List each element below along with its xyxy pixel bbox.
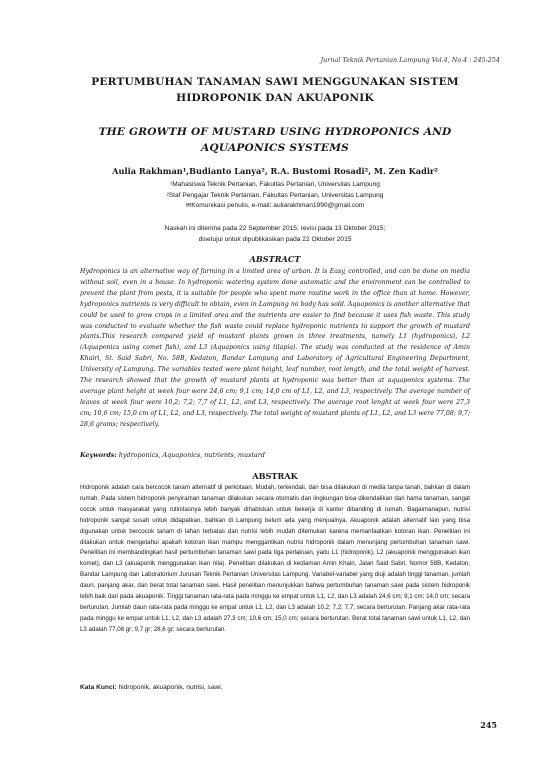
submission-dates xyxy=(40,223,510,245)
kata-kunci-label: Kata Kunci: xyxy=(80,684,117,691)
kata-kunci-value: hidroponik, akuaponik, nutrisi, sawi. xyxy=(118,684,223,691)
affiliations xyxy=(40,180,510,212)
dates-line-1: Naskah ini diterima pada 22 September 2015; revisi pada 13 Oktober 2015; xyxy=(164,225,386,232)
abstrak-heading: ABSTRAK xyxy=(252,471,298,481)
page-number: 245 xyxy=(480,720,497,730)
affiliation-2: ²Staf Pengajar Teknik Pertanian, Fakultas Pertanian, Universitas Lampung xyxy=(166,191,384,199)
keywords-line xyxy=(80,451,470,459)
dates-line-2: disetujui untuk dipublikasikan pada 22 Oktober 2015 xyxy=(198,236,352,243)
title-english: THE GROWTH OF MUSTARD USING HYDROPONICS AND AQUAPONICS SYSTEMS xyxy=(98,126,452,154)
keywords-value: hydroponics, Aquaponics, nutrients, mustard xyxy=(118,451,265,459)
affiliation-1: ¹Mahasiswa Teknik Pertanian, Fakultas Pertanian, Universitas Lampung xyxy=(170,181,380,188)
kata-kunci-line xyxy=(80,684,470,691)
journal-header: Jurnal Teknik Pertanian Lampung Vol.4, No.4 : 245-254 xyxy=(320,56,500,64)
corresponding-email: ✉Komunikasi penulis, e-mail: auliarakhman1990@gmail.com xyxy=(185,202,365,209)
abstract-text: Hydroponics is an alternative way of farming in a limited area of urban. It is Easy, controlled, and can be done on media without soil, even in a house. In hydroponic watering system done automatic and the environment can be controlled to prevent the plant from pests, it is suitable for people who spent more routine work in the office than at home. However, hydroponics nutrients is very difficult to obtain, even in Lampung no body has sold. Aquaponics is another alternative that could be used to grow crops in a limited area and the nutrients are easier to find because it uses fish waste. This study was conducted to evaluate whether the fish waste could replace hydroponic nutrients to support the growth of mustard plants.This research compared yield of mustard plants grown in three treatments, namely L1 (hydroponics), L2 (Aquaponics using comet fish), and L3 (Aquaponics using tilapia). The study was conducted at the residence of Amin Khairi, St. Said Sabri, No. 58B, Kedaton, Bandar Lampung and Laboratory of Agricultural Engineering Department, University of Lampung. The variables tested were plant height, leaf number, root length, and the total weight of harvest. The research showed that the growth of mustard plants at hydroponic was better than at aquaponics systems. The average plant height at week four were 24,6 cm; 9,1 cm; 14,0 cm of L1, L2, and L3, respectively. The average number of leaves at week four were 10,2; 7,2; 7,7 of L1, L2, and L3, respectively. The average root lenght at week four were 27,3 cm; 10,6 cm; 15,0 cm of L1, L2, and L3, respectively. The total weight of mustard plants of L1, L2, and L3 were 77,08; 9,7; 28,6 grams; respectively. xyxy=(80,268,470,428)
abstrak-text: Hidroponik adalah cara bercocok tanam alternatif di perkotaan. Mudah, terkendali, dan bisa dilakukan di media tanpa tanah, bahkan di dalam rumah. Pada sistem hidroponik penyiraman tanaman dilakukan secara otomatis dan lingkungan bisa dikendalikan dari hama tanaman, sangat cocok untuk masyarakat yang rutinitasnya lebih banyak dihabiskan untuk bekerja di kantor dibanding di rumah. Bagaimanapun, nutrisi hidroponik sangat susah untuk didapatkan, bahkan di Lampung belum ada yang menjualnya. Akuaponik adalah alternatif lain yang bisa digunakan untuk bercocok tanam di lahan terbatas dan nutrisi lebih mudah ditemukan karena memanfaatkan kotoran ikan. Penelitian ini dilakukan untuk mengetahui apakah kotoran ikan mampu menggantikan nutrisi hidroponik dalam menunjang pertumbuhan tanaman sawi. Penelitian ini membandingkan hasil pertumbuhan tanaman sawi pada tiga perlakuan, yaitu L1 (hidroponik), L2 (akuaponik menggunakan ikan komet), dan L3 (akuaponik menggunakan ikan nila). Penelitian dilakukan di kediaman Amin Khairi, Jalan Said Sabri, Nomor 58B, Kedaton, Bandar Lampung dan Laboratorium Jurusan Teknik Pertanian Universitas Lampung. Variabel-variabel yang diuji adalah tinggi tanaman, jumlah daun, panjang akar, dan berat total tanaman sawi. Hasil penelitian menunjukkan bahwa pertumbuhan tanaman sawi pada sistem hidroponik lebih baik dari pada akuaponik. Tinggi tanaman rata-rata pada minggu ke empat untuk L1, L2, dan L3 adalah 24,6 cm; 9,1 cm; 14,0 cm; secara berturutan. Jumlah daun rata-rata pada minggu ke empat untuk L1, L2, dan L3 adalah 10,2; 7,2; 7,7; secara berturutan. Panjang akar rata-rata pada minggu ke empat untuk L1, L2, dan L3 adalah 27,3 cm; 10,6 cm; 15,0 cm; secara berturutan. Berat total tanaman sawi untuk L1, L2, dan L3 adalah 77,08 gr; 9,7 gr; 28,6 gr; secara berturutan. xyxy=(80,484,470,633)
abstract-heading: ABSTRACT xyxy=(249,254,301,264)
title-indonesian: PERTUMBUHAN TANAMAN SAWI MENGGUNAKAN SISTEM HIDROPONIK DAN AKUAPONIK xyxy=(91,76,459,104)
author-list: Aulia Rakhman¹,Budianto Lanya², R.A. Bustomi Rosadi², M. Zen Kadir² xyxy=(112,166,438,176)
keywords-label: Keywords: xyxy=(80,451,117,459)
